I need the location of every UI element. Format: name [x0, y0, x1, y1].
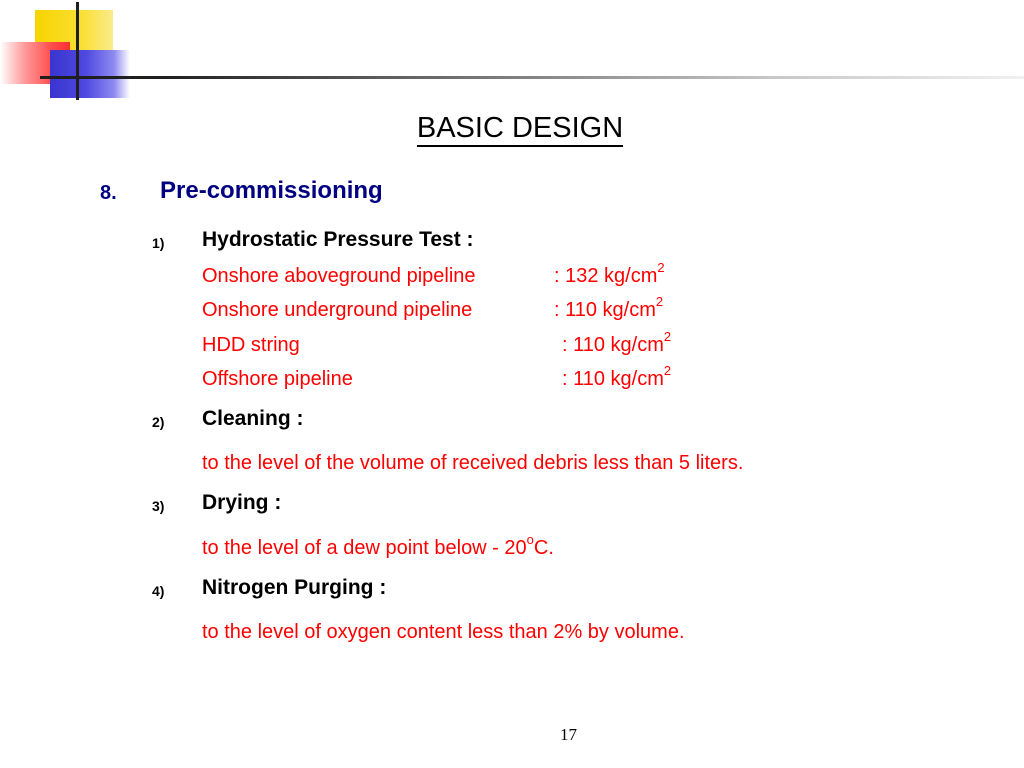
item-number-4: 4)	[152, 583, 165, 599]
detail-value-text: : 110 kg/cm	[554, 299, 656, 321]
item-number-3: 3)	[152, 498, 165, 514]
detail-value-text: : 132 kg/cm	[554, 265, 658, 287]
logo-vertical-line	[76, 2, 79, 100]
detail-label: Onshore aboveground pipeline	[202, 265, 476, 287]
item-title-cleaning: Cleaning :	[202, 407, 304, 430]
detail-label: Offshore pipeline	[202, 368, 353, 390]
detail-value-sup: 2	[655, 294, 664, 310]
detail-label: HDD string	[202, 334, 300, 356]
section-title: Pre-commissioning	[160, 177, 383, 204]
detail-row	[202, 294, 664, 322]
logo-blue-square	[50, 50, 130, 98]
degree-sup: o	[526, 532, 534, 548]
detail-value-sup: 2	[663, 363, 672, 379]
page-number: 17	[560, 725, 577, 744]
item-number-2: 2)	[152, 414, 165, 430]
drying-text-before: to the level of a dew point below - 20	[202, 537, 527, 559]
header-rule-line	[40, 76, 1024, 79]
detail-row	[202, 363, 672, 391]
detail-value	[562, 329, 672, 357]
item-text-drying	[202, 532, 554, 560]
item-title-drying: Drying :	[202, 491, 282, 514]
drying-text-after: C.	[533, 537, 554, 559]
item-text-cleaning: to the level of the volume of received debris less than 5 liters.	[202, 452, 744, 474]
item-text-nitrogen-purging: to the level of oxygen content less than 2% by volume.	[202, 621, 685, 643]
detail-value	[562, 363, 672, 391]
detail-value	[554, 260, 665, 288]
detail-label: Onshore underground pipeline	[202, 299, 473, 321]
detail-value-text: : 110 kg/cm	[562, 368, 664, 390]
detail-value-sup: 2	[663, 329, 672, 345]
detail-value-sup: 2	[657, 260, 665, 276]
section-number: 8.	[100, 182, 117, 204]
detail-value-text: : 110 kg/cm	[562, 334, 664, 356]
detail-row	[202, 260, 665, 288]
item-number-1: 1)	[152, 235, 165, 251]
item-title-nitrogen-purging: Nitrogen Purging :	[202, 576, 387, 599]
detail-value	[554, 294, 664, 322]
slide-title-text: BASIC DESIGN	[417, 112, 623, 147]
detail-row	[202, 329, 672, 357]
slide-title	[0, 110, 1024, 146]
item-title-hydrostatic: Hydrostatic Pressure Test :	[202, 228, 474, 251]
